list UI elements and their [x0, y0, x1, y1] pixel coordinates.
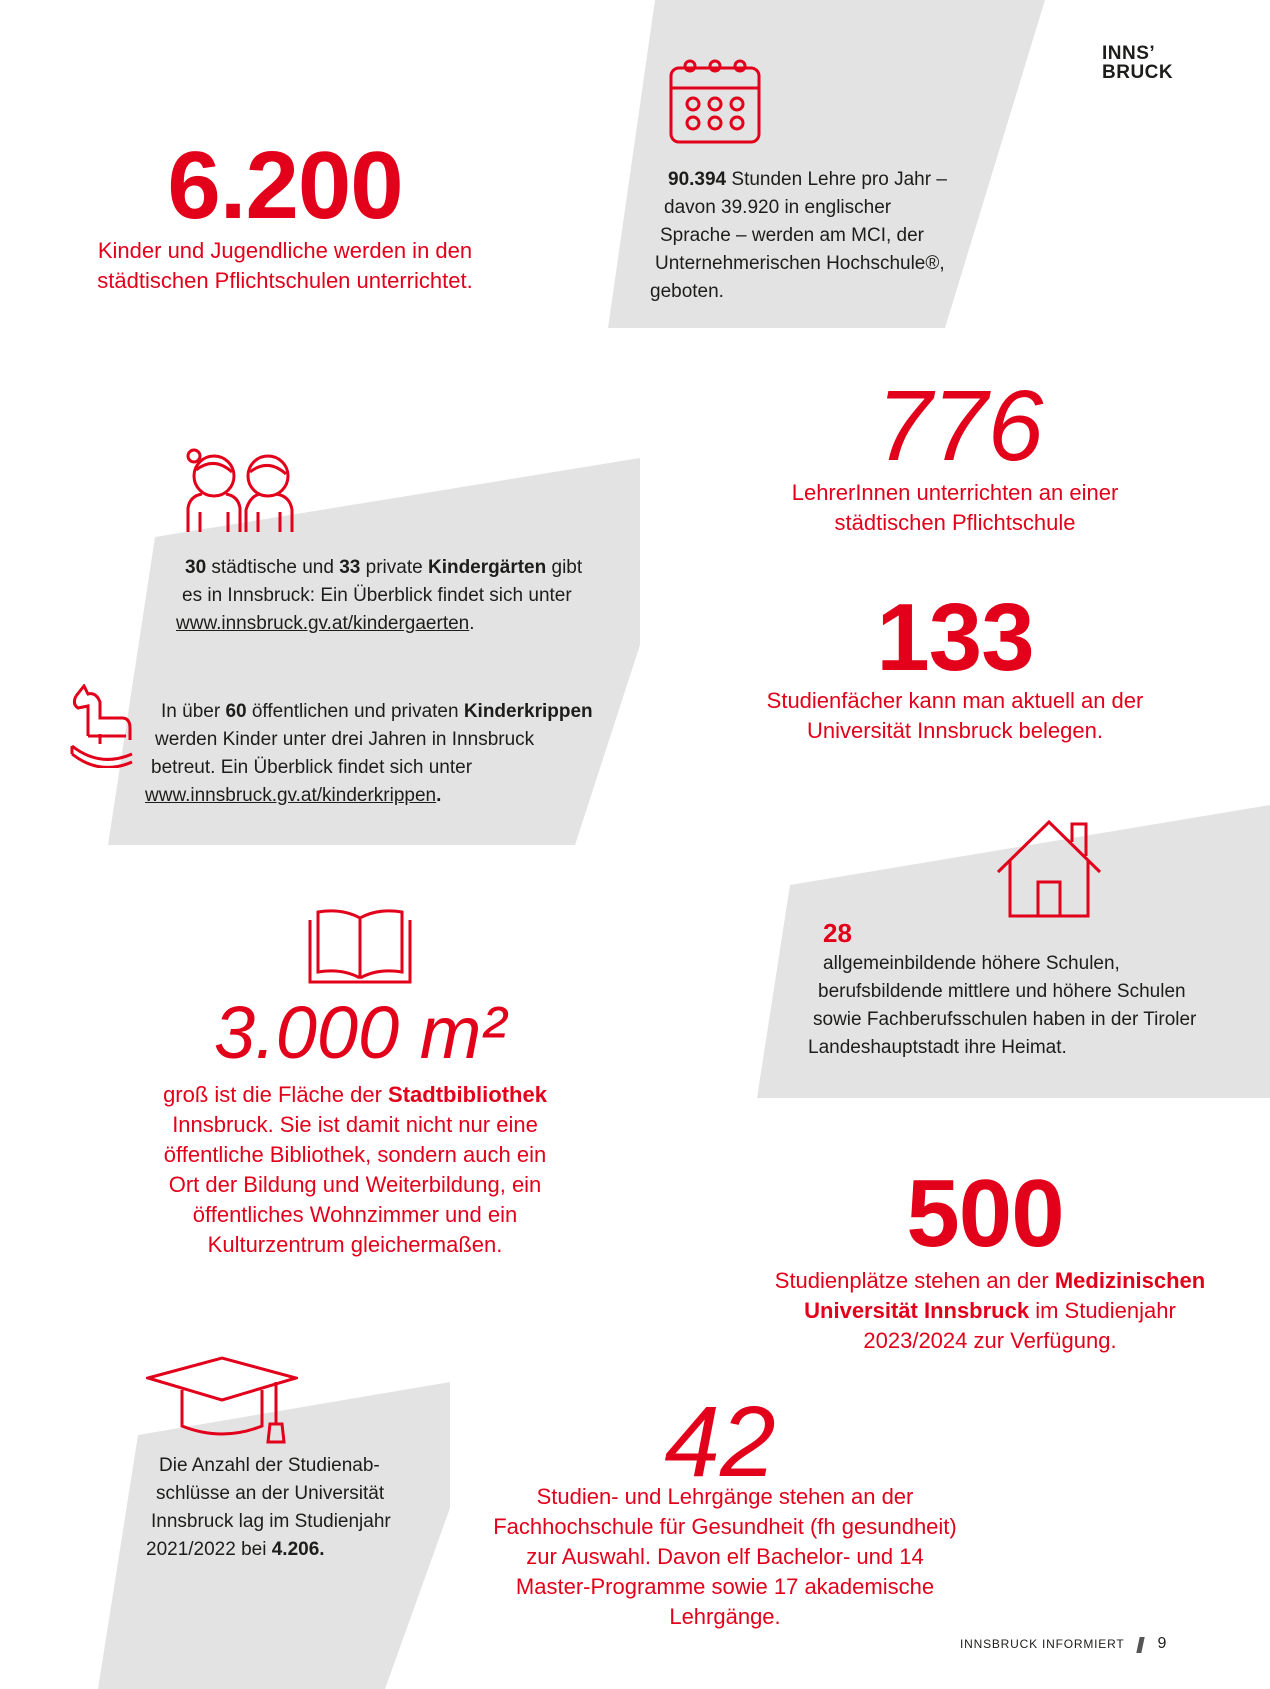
schools-line-4: Landeshauptstadt ihre Heimat.	[808, 1037, 1067, 1058]
graduates-line-2: schlüsse an der Universität	[156, 1483, 385, 1504]
library-text-0: groß ist die Fläche der	[163, 1082, 389, 1107]
krippen-text-0: In über	[161, 701, 226, 722]
krippen-end: .	[436, 785, 442, 806]
schools-line-2: berufsbildende mittlere und höhere Schulen	[818, 981, 1186, 1002]
footer	[960, 1632, 1190, 1656]
schools-line-1: allgemeinbildende höhere Schulen,	[823, 953, 1120, 974]
krippen-text-1: öffentlichen und privaten	[246, 701, 464, 722]
teachers-value: 776	[876, 370, 1044, 482]
krippen-line-3: betreut. Ein Überblick findet sich unter	[151, 757, 473, 778]
schools-line-3: sowie Fachberufsschulen haben in der Tiroler	[813, 1009, 1197, 1030]
medicine-text	[770, 1266, 1210, 1356]
teachers-text: LehrerInnen unterrichten an einer städtischen Pflichtschule	[791, 480, 1119, 535]
krippen-link[interactable]: www.innsbruck.gv.at/kinderkrippen	[145, 785, 437, 806]
subjects-value: 133	[876, 584, 1034, 691]
krippen-line-2: werden Kinder unter drei Jahren in Innsbruck	[155, 729, 535, 750]
kindergarten-text-3: gibt	[546, 557, 583, 578]
kindergarten-text	[165, 554, 625, 638]
rocking-horse-icon	[70, 684, 134, 768]
children-icon	[180, 448, 300, 532]
library-keyword: Stadtbibliothek	[388, 1082, 547, 1107]
kindergarten-link[interactable]: www.innsbruck.gv.at/kindergaerten	[176, 613, 470, 634]
library-text-rest: Innsbruck. Sie ist damit nicht nur eine öffentliche Bibliothek, sondern auch ein Ort der Bildung und Weiterbildung, ein öffentliches Wohnzimmer und ein Kulturzentrum gleichermaßen.	[163, 1112, 547, 1257]
calendar-icon	[668, 58, 764, 146]
medicine-text-0: Studienplätze stehen an der	[774, 1268, 1055, 1293]
footer-divider	[1137, 1637, 1145, 1653]
kindergarten-text-1: städtische und	[206, 557, 340, 578]
pupils-value: 6.200	[167, 132, 403, 239]
krippen-keyword: Kinderkrippen	[463, 701, 593, 722]
kindergarten-text-2: private	[360, 557, 428, 578]
kindergarten-end: .	[469, 613, 475, 634]
library-text	[160, 1080, 550, 1260]
mci-line-1: Stunden Lehre pro Jahr –	[726, 169, 947, 190]
mci-line-4: Unternehmerischen Hochschule®,	[655, 253, 945, 274]
house-icon	[996, 818, 1102, 918]
graduates-value: 4.206	[271, 1539, 320, 1560]
medicine-text-1: im Studienjahr 2023/2024 zur Verfügung.	[863, 1298, 1176, 1353]
kindergarten-line-2: es in Innsbruck: Ein Überblick findet sich unter	[182, 585, 572, 606]
kindergarten-count-private: 33	[339, 557, 361, 578]
medicine-keyword: Medizinischen Universität Innsbruck	[804, 1268, 1206, 1323]
graduates-line-1: Die Anzahl der Studienab-	[159, 1455, 380, 1476]
graduates-line-4: 2021/2022 bei	[146, 1539, 272, 1560]
logo	[1102, 44, 1173, 82]
book-icon	[308, 908, 412, 984]
subjects-text: Studienfächer kann man aktuell an der Universität Innsbruck belegen.	[766, 688, 1144, 743]
graduates-line-3: Innsbruck lag im Studienjahr	[151, 1511, 391, 1532]
mci-line-2: davon 39.920 in englischer	[664, 197, 892, 218]
page-number: 9	[1157, 1635, 1168, 1652]
fhg-value: 42	[664, 1386, 776, 1498]
graduates-text	[146, 1452, 436, 1564]
graduation-cap-icon	[146, 1356, 298, 1456]
mci-line-5: geboten.	[650, 281, 724, 302]
library-value: 3.000 m²	[213, 991, 507, 1074]
medicine-value: 500	[906, 1160, 1064, 1267]
krippen-count: 60	[225, 701, 247, 722]
graduates-end: .	[319, 1539, 325, 1560]
logo-line-2: BRUCK	[1102, 62, 1174, 83]
mci-value: 90.394	[668, 169, 727, 190]
logo-line-1: INNS’	[1102, 43, 1156, 64]
fhg-text: Studien- und Lehrgänge stehen an der Fachhochschule für Gesundheit (fh gesundheit) zur Auswahl. Davon elf Bachelor- und 14 Master-Programme sowie 17 akademische Lehrgänge.	[493, 1484, 957, 1629]
krippen-text	[145, 698, 615, 810]
mci-text	[650, 166, 980, 306]
footer-label: INNSBRUCK INFORMIERT	[960, 1637, 1125, 1651]
pupils-text: Kinder und Jugendliche werden in den städtischen Pflichtschulen unterrichtet.	[97, 238, 473, 293]
schools-text	[808, 950, 1228, 1062]
schools-value: 28	[823, 918, 852, 948]
mci-line-3: Sprache – werden am MCI, der	[660, 225, 925, 246]
kindergarten-count-public: 30	[185, 557, 207, 578]
kindergarten-keyword: Kindergärten	[427, 557, 547, 578]
